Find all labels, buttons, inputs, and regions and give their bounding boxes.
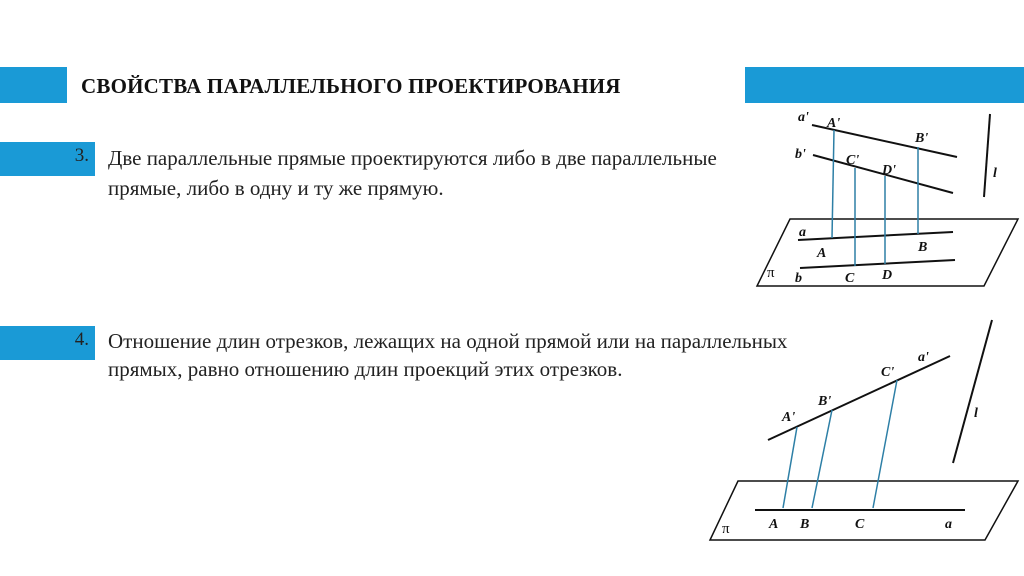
label-D-prime: D' xyxy=(882,163,896,178)
property-text: Отношение длин отрезков, лежащих на одной прямой или на параллельных прямых, равно отношению длин проекций этих отрезков. xyxy=(108,329,788,381)
label-b: b xyxy=(795,271,802,286)
page-title: СВОЙСТВА ПАРАЛЛЕЛЬНОГО ПРОЕКТИРОВАНИЯ xyxy=(81,74,621,98)
label-a: a xyxy=(799,225,806,240)
label-C: C xyxy=(845,271,855,286)
label-pi: π xyxy=(767,265,775,281)
projecting-rays-1 xyxy=(832,130,918,266)
label-A-prime: A' xyxy=(827,116,841,131)
ray-C xyxy=(873,380,897,508)
label-A-prime: A' xyxy=(782,410,796,425)
label-a-prime: a' xyxy=(798,110,809,125)
label-C-prime: C' xyxy=(846,153,860,168)
diagram-segment-ratio xyxy=(710,320,1018,540)
label-B-prime: B' xyxy=(818,394,832,409)
projecting-rays-2 xyxy=(783,380,897,508)
ray-B xyxy=(812,410,832,508)
label-b-prime: b' xyxy=(795,147,806,162)
label-B-prime: B' xyxy=(915,131,929,146)
label-l: l xyxy=(993,166,997,181)
label-C: C xyxy=(855,517,865,532)
label-C-prime: C' xyxy=(881,365,895,380)
label-pi: π xyxy=(722,521,730,537)
label-a: a xyxy=(945,517,952,532)
label-B: B xyxy=(918,240,928,255)
diagram-parallel-lines xyxy=(757,114,1018,286)
label-a-prime: a' xyxy=(918,350,929,365)
line-a xyxy=(798,232,953,240)
item-number: 3. xyxy=(74,145,89,166)
item-number: 4. xyxy=(74,329,89,350)
label-B: B xyxy=(800,517,810,532)
line-a-prime xyxy=(768,356,950,440)
projection-direction-line xyxy=(953,320,992,463)
label-D: D xyxy=(882,268,893,283)
diagram1-labels xyxy=(767,110,997,286)
label-A: A xyxy=(817,246,827,261)
ray-A xyxy=(783,427,797,508)
property-text: Две параллельные прямые проектируются либо в две параллельные прямые, либо в одну и ту же прямую. xyxy=(108,146,717,200)
label-A: A xyxy=(769,517,779,532)
projection-direction-line xyxy=(984,114,990,197)
label-l: l xyxy=(974,406,978,421)
diagram2-labels xyxy=(722,350,978,537)
line-b xyxy=(800,260,955,268)
ray-A xyxy=(832,130,834,238)
